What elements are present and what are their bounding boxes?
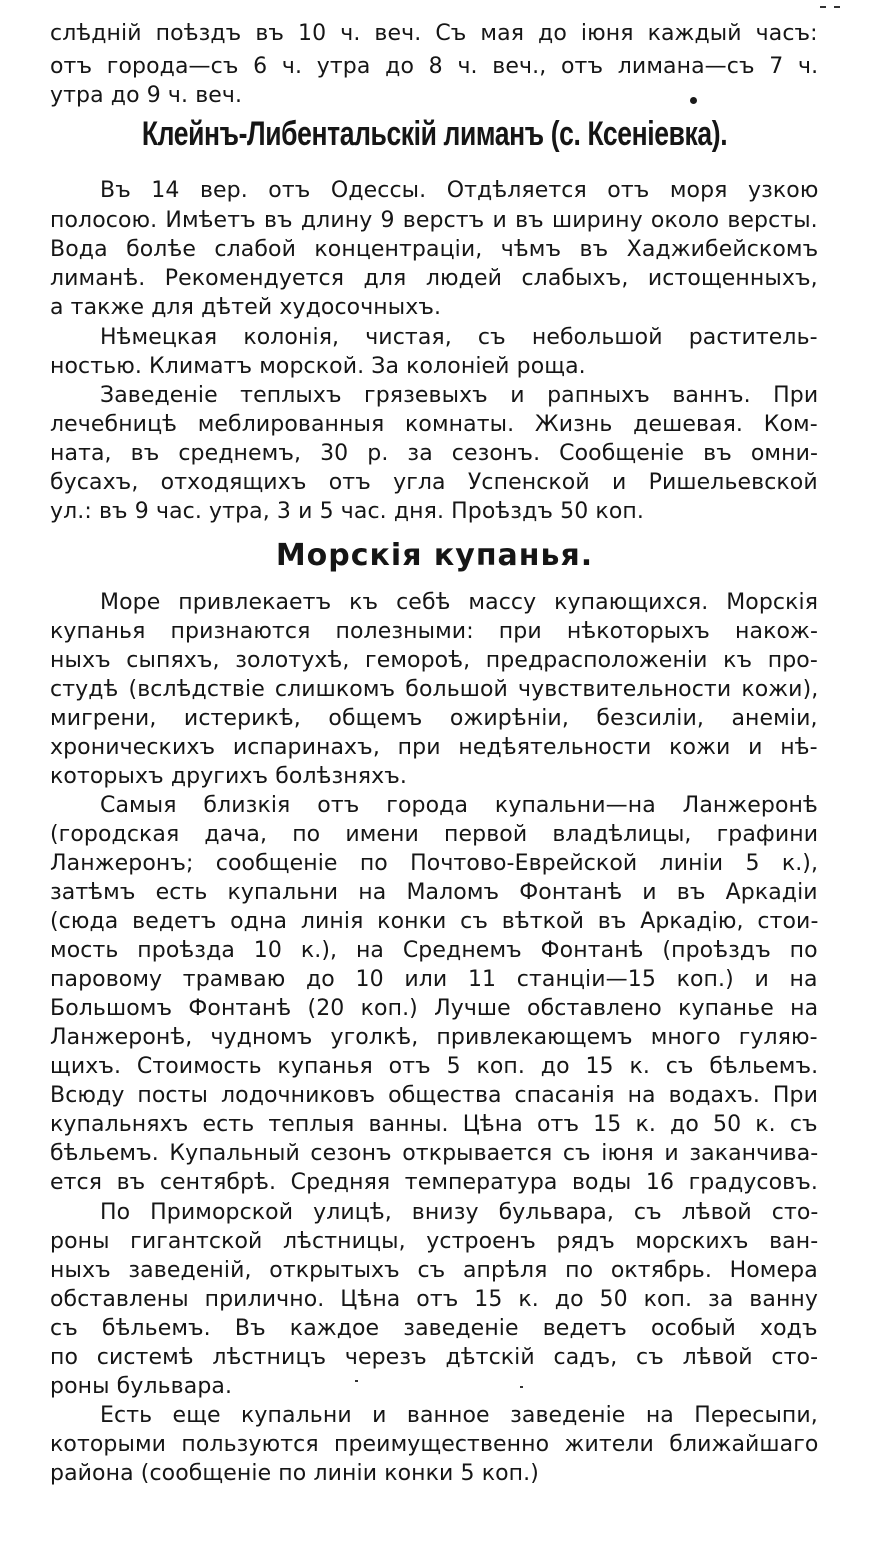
- print-speck: [820, 6, 826, 8]
- text-line: Въ 14 вер. отъ Одессы. Отдѣляется отъ моря узкою: [100, 178, 819, 203]
- text-line: Всюду посты лодочниковъ общества спасанія на водахъ. При: [50, 1083, 819, 1108]
- text-line: а также для дѣтей худосочныхъ.: [50, 295, 442, 320]
- text-line: ется въ сентябрѣ. Средняя температура воды 16 градусовъ.: [50, 1170, 818, 1195]
- text-line: утра до 9 ч. веч.: [50, 83, 243, 108]
- text-line: студѣ (вслѣдствіе слишкомъ большой чувствительности кожи),: [50, 677, 819, 702]
- section-heading-liman: Клейнъ-Либентальскій лиманъ (с. Ксеніевка).: [141, 115, 728, 153]
- text-line: съ бѣльемъ. Въ каждое заведеніе ведетъ особый ходъ: [50, 1316, 818, 1341]
- text-line: мигрени, истерикѣ, общемъ ожирѣніи, безсиліи, анеміи,: [50, 706, 818, 731]
- text-line: затѣмъ есть купальни на Маломъ Фонтанѣ и въ Аркадіи: [50, 880, 818, 905]
- text-line: лечебницѣ меблированныя комнаты. Жизнь дешевая. Ком-: [50, 412, 818, 437]
- text-line: ната, въ среднемъ, 30 р. за сезонъ. Сообщеніе въ омни-: [50, 441, 819, 466]
- text-line: по системѣ лѣстницъ черезъ дѣтскій садъ, съ лѣвой сто-: [50, 1345, 819, 1370]
- text-line: бусахъ, отходящихъ отъ угла Успенской и Ришельевской: [50, 470, 818, 495]
- text-line: ул.: въ 9 час. утра, 3 и 5 час. дня. Проѣздъ 50 коп.: [50, 499, 644, 524]
- text-line: роны гигантской лѣстницы, устроенъ рядъ морскихъ ван-: [50, 1229, 819, 1254]
- section-heading-sea-bathing: Морскія купанья.: [275, 538, 594, 573]
- text-line: которыхъ другихъ болѣзняхъ.: [50, 764, 407, 789]
- print-speck: [834, 6, 840, 8]
- text-line: Ланжеронѣ, чудномъ уголкѣ, привлекающемъ много гуляю-: [50, 1025, 818, 1050]
- text-line: ныхъ сыпяхъ, золотухѣ, гемороѣ, предрасположеніи къ про-: [50, 648, 818, 673]
- print-speck: [520, 1386, 523, 1388]
- text-line: обставлены прилично. Цѣна отъ 15 к. до 50 коп. за ванну: [50, 1287, 819, 1312]
- text-line: ностью. Климатъ морской. За колоніей роща.: [50, 354, 586, 379]
- text-line: ныхъ заведеній, открытыхъ съ апрѣля по октябрь. Номера: [50, 1258, 818, 1283]
- text-line: купанья признаются полезными: при нѣкоторыхъ накож-: [50, 619, 819, 644]
- text-line: хроническихъ испаринахъ, при недѣятельности кожи и нѣ-: [50, 735, 818, 760]
- text-line: Есть еще купальни и ванное заведеніе на Пересыпи,: [100, 1403, 818, 1428]
- text-line: Нѣмецкая колонія, чистая, съ небольшой раститель-: [100, 325, 818, 350]
- text-line: купальняхъ есть теплыя ванны. Цѣна отъ 15 к. до 50 к. съ: [50, 1112, 818, 1137]
- text-line: полосою. Имѣетъ въ длину 9 верстъ и въ ширину около версты.: [50, 208, 818, 233]
- text-line: паровому трамваю до 10 или 11 станціи—15 коп.) и на: [50, 967, 818, 992]
- text-line: которыми пользуются преимущественно жители ближайшаго: [50, 1432, 819, 1457]
- text-line: Заведеніе теплыхъ грязевыхъ и рапныхъ ваннъ. При: [100, 383, 819, 408]
- text-line: (городская дача, по имени первой владѣлицы, графини: [50, 822, 819, 847]
- text-line: мость проѣзда 10 к.), на Среднемъ Фонтанѣ (проѣздъ по: [50, 938, 818, 963]
- text-line: слѣдній поѣздъ въ 10 ч. веч. Съ мая до іюня каждый часъ:: [50, 21, 818, 46]
- text-line: Ланжеронъ; сообщеніе по Почтово-Еврейской линіи 5 к.),: [50, 851, 819, 876]
- text-line: Море привлекаетъ къ себѣ массу купающихся. Морскія: [100, 590, 819, 615]
- print-dot-mark: [690, 97, 697, 104]
- text-line: щихъ. Стоимость купанья отъ 5 коп. до 15 к. съ бѣльемъ.: [50, 1054, 819, 1079]
- text-line: Большомъ Фонтанѣ (20 коп.) Лучше обставлено купанье на: [50, 996, 819, 1021]
- text-line: отъ города—съ 6 ч. утра до 8 ч. веч., отъ лимана—съ 7 ч.: [50, 54, 819, 79]
- text-line: района (сообщеніе по линіи конки 5 коп.): [50, 1461, 539, 1486]
- text-line: лиманѣ. Рекомендуется для людей слабыхъ, истощенныхъ,: [50, 266, 818, 291]
- text-line: бѣльемъ. Купальный сезонъ открывается съ іюня и заканчива-: [50, 1141, 819, 1166]
- text-line: Вода болѣе слабой концентраціи, чѣмъ въ Хаджибейскомъ: [50, 237, 819, 262]
- text-line: роны бульвара.: [50, 1374, 233, 1399]
- text-line: По Приморской улицѣ, внизу бульвара, съ лѣвой сто-: [100, 1200, 819, 1225]
- text-line: Самыя близкія отъ города купальни—на Ланжеронѣ: [100, 793, 818, 818]
- text-line: (сюда ведетъ одна линія конки съ вѣткой въ Аркадію, стои-: [50, 909, 819, 934]
- print-speck: [355, 1380, 358, 1382]
